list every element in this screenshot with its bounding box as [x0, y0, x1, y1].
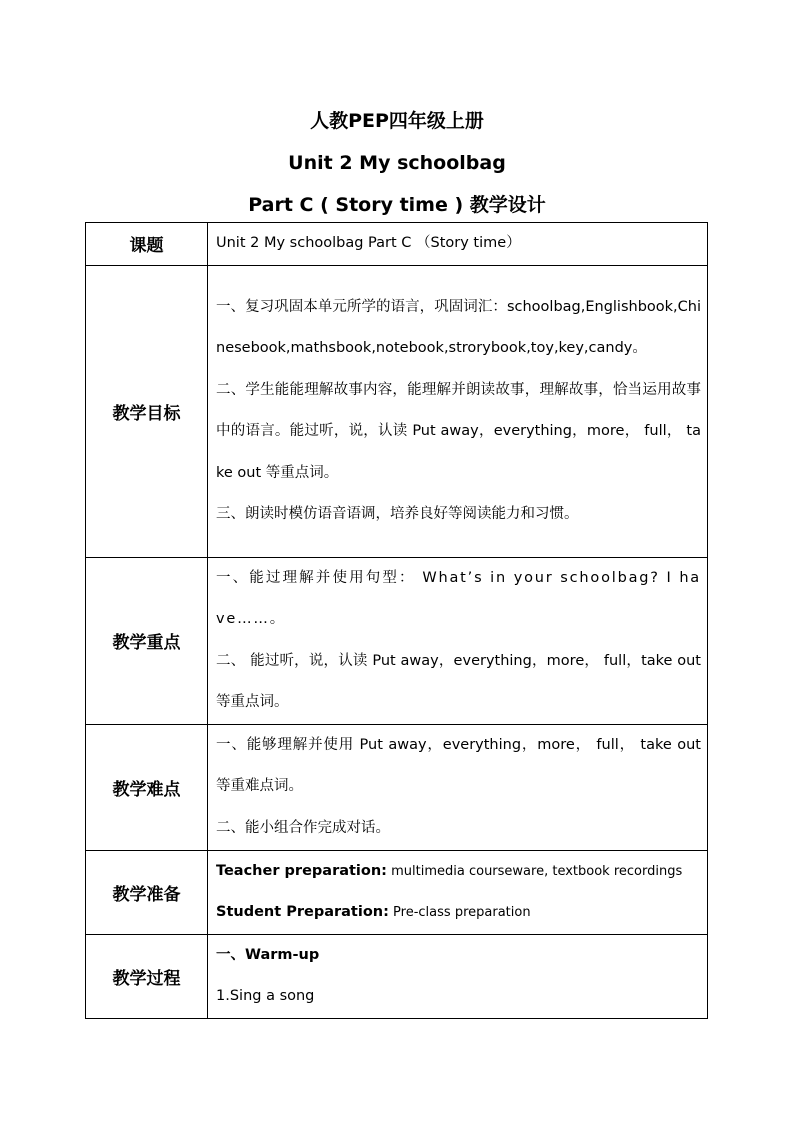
label-key-points: 教学重点: [86, 557, 208, 724]
key-point-item-2: 二、 能过听，说，认读 Put away，everything，more， full，take out 等重点词。: [216, 652, 701, 710]
label-difficulties: 教学难点: [86, 724, 208, 850]
student-preparation: [216, 892, 701, 934]
title-grade: 人教PEP四年级上册: [310, 110, 484, 132]
value-key-points: [208, 557, 708, 724]
row-difficulties: [86, 724, 708, 850]
document-title-block: [0, 104, 794, 230]
lesson-plan-table: [85, 222, 708, 1019]
key-point-item-1: 一、能过理解并使用句型： What’s in your schoolbag? I have……。: [216, 569, 701, 627]
row-objectives: [86, 265, 708, 557]
objective-item-3: 三、朗读时模仿语音语调，培养良好等阅读能力和习惯。: [216, 506, 579, 522]
label-objectives: 教学目标: [86, 265, 208, 557]
row-preparation: [86, 850, 708, 934]
value-preparation: [208, 850, 708, 934]
difficulty-item-2: 二、能小组合作完成对话。: [216, 819, 390, 836]
teacher-preparation-value: multimedia courseware, textbook recordings: [386, 863, 683, 879]
process-heading: 一、Warm-up: [216, 946, 320, 963]
label-topic: 课题: [86, 223, 208, 266]
row-process: [86, 934, 708, 1018]
value-topic: [208, 223, 708, 266]
label-process: 教学过程: [86, 934, 208, 1018]
teacher-preparation: [216, 851, 701, 893]
value-objectives: [208, 265, 708, 557]
student-preparation-value: Pre-class preparation: [388, 905, 531, 920]
label-preparation: 教学准备: [86, 850, 208, 934]
student-preparation-label: Student Preparation:: [216, 904, 389, 920]
value-difficulties: [208, 724, 708, 850]
title-unit: Unit 2 My schoolbag: [288, 152, 506, 174]
process-step-1: 1.Sing a song: [216, 988, 315, 1004]
objective-item-2: 二、学生能能理解故事内容，能理解并朗读故事，理解故事，恰当运用故事中的语言。能过听，说，认读 Put away，everything，more， full， take out 等重点词。: [216, 381, 701, 481]
objective-item-1: 一、复习巩固本单元所学的语言，巩固词汇：schoolbag,Englishbook,Chinesebook,mathsbook,notebook,strorybook,toy,key,candy。: [216, 298, 701, 356]
row-topic: [86, 223, 708, 266]
topic-text: Unit 2 My schoolbag Part C （Story time）: [216, 235, 521, 251]
row-key-points: [86, 557, 708, 724]
difficulty-item-1: 一、能够理解并使用 Put away，everything，more， full， take out 等重难点词。: [216, 736, 701, 795]
value-process: [208, 934, 708, 1018]
teacher-preparation-label: Teacher preparation:: [216, 862, 387, 879]
title-part: Part C ( Story time ) 教学设计: [248, 194, 546, 216]
